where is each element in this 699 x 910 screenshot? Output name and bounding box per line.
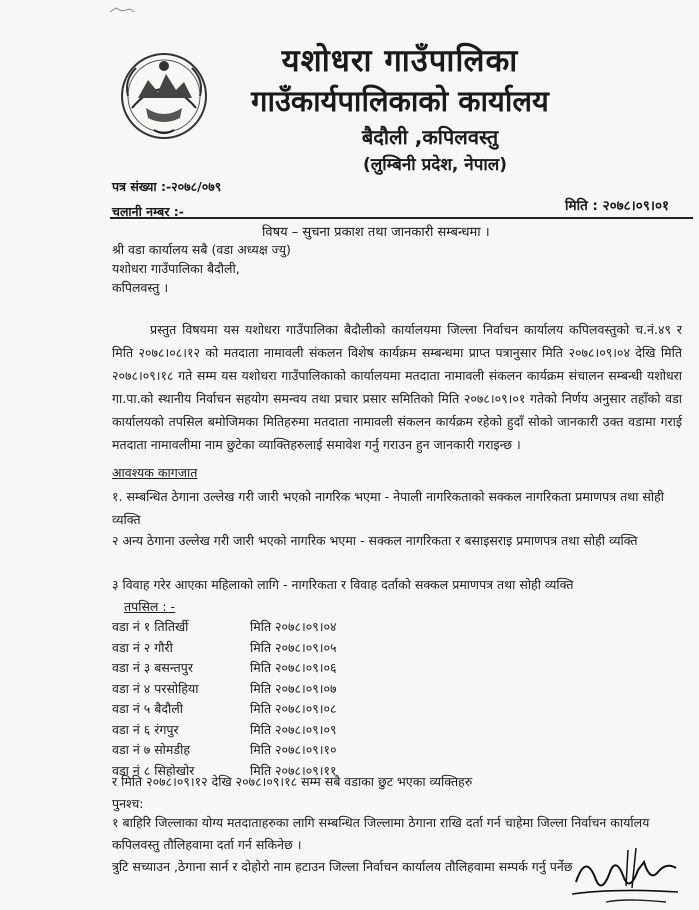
header-divider xyxy=(110,217,693,219)
ward-name: वडा नं ३ बसन्तपुर xyxy=(112,660,194,675)
addressee-line: कपिलवस्तु । xyxy=(112,280,169,295)
document-item: १. सम्बन्धित ठेगाना उल्लेख गरी जारी भएको नागरिक भएमा - नेपाली नागरिकताको सक्कल नागरिकता प्रमाणपत्र तथा सोही व्यक्ति xyxy=(112,489,664,527)
ward-date: मिति २०७८।०९।०९ xyxy=(250,721,337,737)
ward-name: वडा नं ७ सोमडीह xyxy=(112,742,190,757)
ward-name: वडा नं २ गौरी xyxy=(112,639,173,655)
ward-date: मिति २०७८।०९।०६ xyxy=(250,660,337,675)
ward-name: वडा नं ५ बैदौली xyxy=(112,701,183,716)
scan-mark-icon xyxy=(108,6,136,14)
schedule-row xyxy=(112,658,512,679)
ward-name: वडा नं ८ सिहोखोर xyxy=(112,762,195,778)
handwritten-signature-icon xyxy=(566,842,686,908)
organization-name: यशोधरा गाउँपालिका xyxy=(281,43,519,79)
addressee-line: श्री वडा कार्यालय सबै (वडा अध्यक्ष ज्यु) xyxy=(112,242,291,257)
schedule-row xyxy=(112,617,512,638)
document-item: ३ विवाह गरेर आएका महिलाको लागि - नागरिकता र विवाह दर्ताको सक्कल प्रमाणपत्र तथा सोही व्यक्ति xyxy=(112,577,574,592)
government-emblem-icon xyxy=(118,50,210,142)
postscript-item: त्रुटि सच्याउन ,ठेगाना सार्न र दोहोरो नाम हटाउन जिल्ला निर्वाचन कार्यालय तौलिहवामा सम्पर्क गर्नु पर्नेछ xyxy=(112,859,573,874)
schedule-row xyxy=(112,638,512,659)
ward-date: मिति २०७८।०९।११ xyxy=(250,762,337,778)
schedule-row xyxy=(112,720,512,741)
schedule-row xyxy=(112,740,512,761)
postscript-heading: पुनश्च: xyxy=(112,796,144,811)
summary-line: र मिति २०७८।०९।१२ देखि २०७८।०९।१८ सम्म सबै वडाका छुट भएका व्यक्तिहरु xyxy=(112,774,473,789)
schedule-list xyxy=(112,617,512,781)
schedule-heading: तपसिल : - xyxy=(124,599,176,614)
ward-date: मिति २०७८।०९।०७ xyxy=(250,680,337,696)
letterhead xyxy=(230,40,570,175)
documents-heading: आवश्यक कागजात xyxy=(112,465,198,480)
ward-date: मिति २०७८।०९।०४ xyxy=(250,619,337,634)
ward-date: मिति २०७८।०९।०८ xyxy=(250,701,337,716)
ward-name: वडा नं १ तितिर्खी xyxy=(112,619,189,634)
body-paragraph: प्रस्तुत विषयमा यस यशोधरा गाउँपालिका बैदौलीको कार्यालयमा जिल्ला निर्वाचन कार्यालय कपिलवस्तुको च.नं.४९ र मिति २०७८।०८।१२ को मतदाता नामावली संकलन विशेष कार्यक्रम सम्बन्धमा प्राप्त पत्रानुसार मिति २०७८।०९।०४ देखि मिति २०७८।०९।१८ गते सम्म यस यशोधरा गाउँपालिकाको कार्यालयमा मतदाता नामावली संकलन कार्यक्रम संचालन सम्बन्धी यशोधरा गा.पा.को स्थानीय निर्वाचन सहयोग समन्वय तथा प्रचार प्रसार समितिको मिति २०७८।०९।०१ गतेको निर्णय अनुसार तहाँको वडा कार्यालयको तपसिल बमोजिमका मितिहरुमा मतदाता नामावली संकलन कार्यक्रम रहेको हुदाँ सोको जानकारी उक्त वडामा गराई मतदाता नामावलीमा नाम छुटेका व्याक्तिहरुलाई समावेश गर्नु गराउन हुन जानकारी गराइन्छ । xyxy=(112,322,683,452)
schedule-row xyxy=(112,699,512,720)
schedule-row xyxy=(112,679,512,700)
ward-name: वडा नं ४ परसोहिया xyxy=(112,680,199,696)
addressee-line: यशोधरा गाउँपालिका बैदौली, xyxy=(112,261,240,276)
addressee-block xyxy=(112,240,512,297)
office-name: गाउँकार्यपालिकाको कार्यालय xyxy=(251,84,549,118)
document-item: २ अन्य ठेगाना उल्लेख गरी जारी भएको नागरिक भएमा - सक्कल नागरिकता र बसाइसराइ प्रमाणपत्र तथा सोही व्यक्ति xyxy=(112,533,638,548)
reference-number: पत्र संख्या :-२०७८/०७९ xyxy=(112,179,222,194)
ward-name: वडा नं ६ रंगपुर xyxy=(112,721,179,737)
postscript-item: १ बाहिरि जिल्लाका योग्य मतदाताहरुका लागि सम्बन्धित जिल्लामा ठेगाना राखि दर्ता गर्न चाहेमा जिल्ला निर्वाचन कार्यालय कपिलवस्तु तौलिहवामा दर्ता गर्न सकिनेछ । xyxy=(112,815,650,852)
subject-line: विषय – सुचना प्रकाश तथा जानकारी सम्बन्धमा । xyxy=(262,225,490,240)
office-address: बैदौली ,कपिलवस्तु xyxy=(361,125,499,149)
ward-date: मिति २०७८।०९।०५ xyxy=(250,639,337,655)
province-name: (लुम्बिनी प्रदेश, नेपाल) xyxy=(362,155,508,175)
dispatch-number: चलानी नम्बर :- xyxy=(112,204,184,219)
letter-date: मिति : २०७८।०९।०१ xyxy=(565,198,669,214)
ward-date: मिति २०७८।०९।१० xyxy=(250,742,337,757)
